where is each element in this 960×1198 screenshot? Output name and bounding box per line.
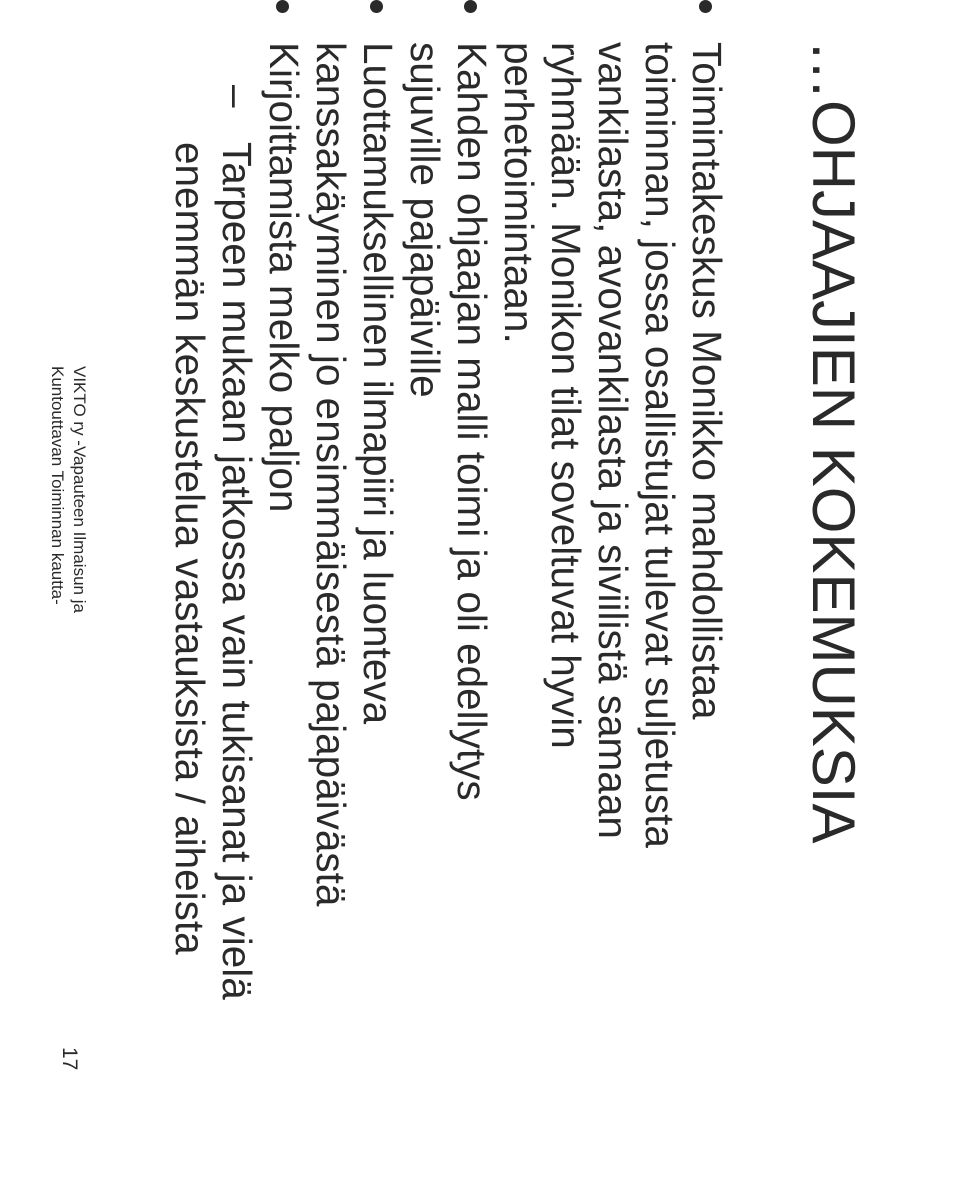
bullet-text-line: Kahden ohjaajan malli toimi ja oli edellytys xyxy=(449,42,495,801)
footer-line: VIKTO ry -Vapauteen Ilmaisun ja xyxy=(70,366,89,613)
slide-title: …OHJAAJIEN KOKEMUKSIA xyxy=(800,40,867,844)
dash-icon: – xyxy=(214,85,260,108)
bullet-list xyxy=(166,0,730,1198)
bullet-icon xyxy=(464,0,477,13)
bullet-text-line: toiminnan, jossa osallistujat tulevat suljetusta xyxy=(637,42,683,848)
bullet-text-line: perhetoimintaan. xyxy=(496,42,542,344)
bullet-icon xyxy=(699,0,712,13)
bullet-text-line: sujuville pajapäiville xyxy=(402,42,448,398)
bullet-icon xyxy=(370,0,383,13)
bullet-item-atmosphere xyxy=(307,0,401,1198)
bullet-item-writing xyxy=(260,0,307,1198)
bullet-text-line: Kirjoittamista melko paljon xyxy=(261,42,307,513)
bullet-item-two-instructors xyxy=(401,0,495,1198)
page-number: 17 xyxy=(58,1047,81,1071)
bullet-text-line: Toimintakeskus Monikko mahdollistaa xyxy=(684,42,730,720)
footer-line: Kuntouttavan Toiminnan kautta- xyxy=(48,366,67,605)
footer xyxy=(46,366,90,613)
sub-bullet-item xyxy=(166,0,260,1198)
sub-bullet-text-line: enemmän keskustelua vastauksista / aiheista xyxy=(167,142,213,955)
sub-bullet-text-line: Tarpeen mukaan jatkossa vain tukisanat ja vielä xyxy=(214,142,260,1000)
bullet-text-line: ryhmään. Monikon tilat soveltuvat hyvin xyxy=(543,42,589,749)
bullet-icon xyxy=(276,0,289,13)
bullet-text-line: vankilasta, avovankilasta ja siviilistä samaan xyxy=(590,42,636,839)
bullet-text-line: Luottamuksellinen ilmapiiri ja luonteva xyxy=(355,42,401,725)
bullet-item-monikko xyxy=(495,0,730,1198)
bullet-text-line: kanssakäyminen jo ensimmäisestä pajapäivästä xyxy=(308,42,354,907)
